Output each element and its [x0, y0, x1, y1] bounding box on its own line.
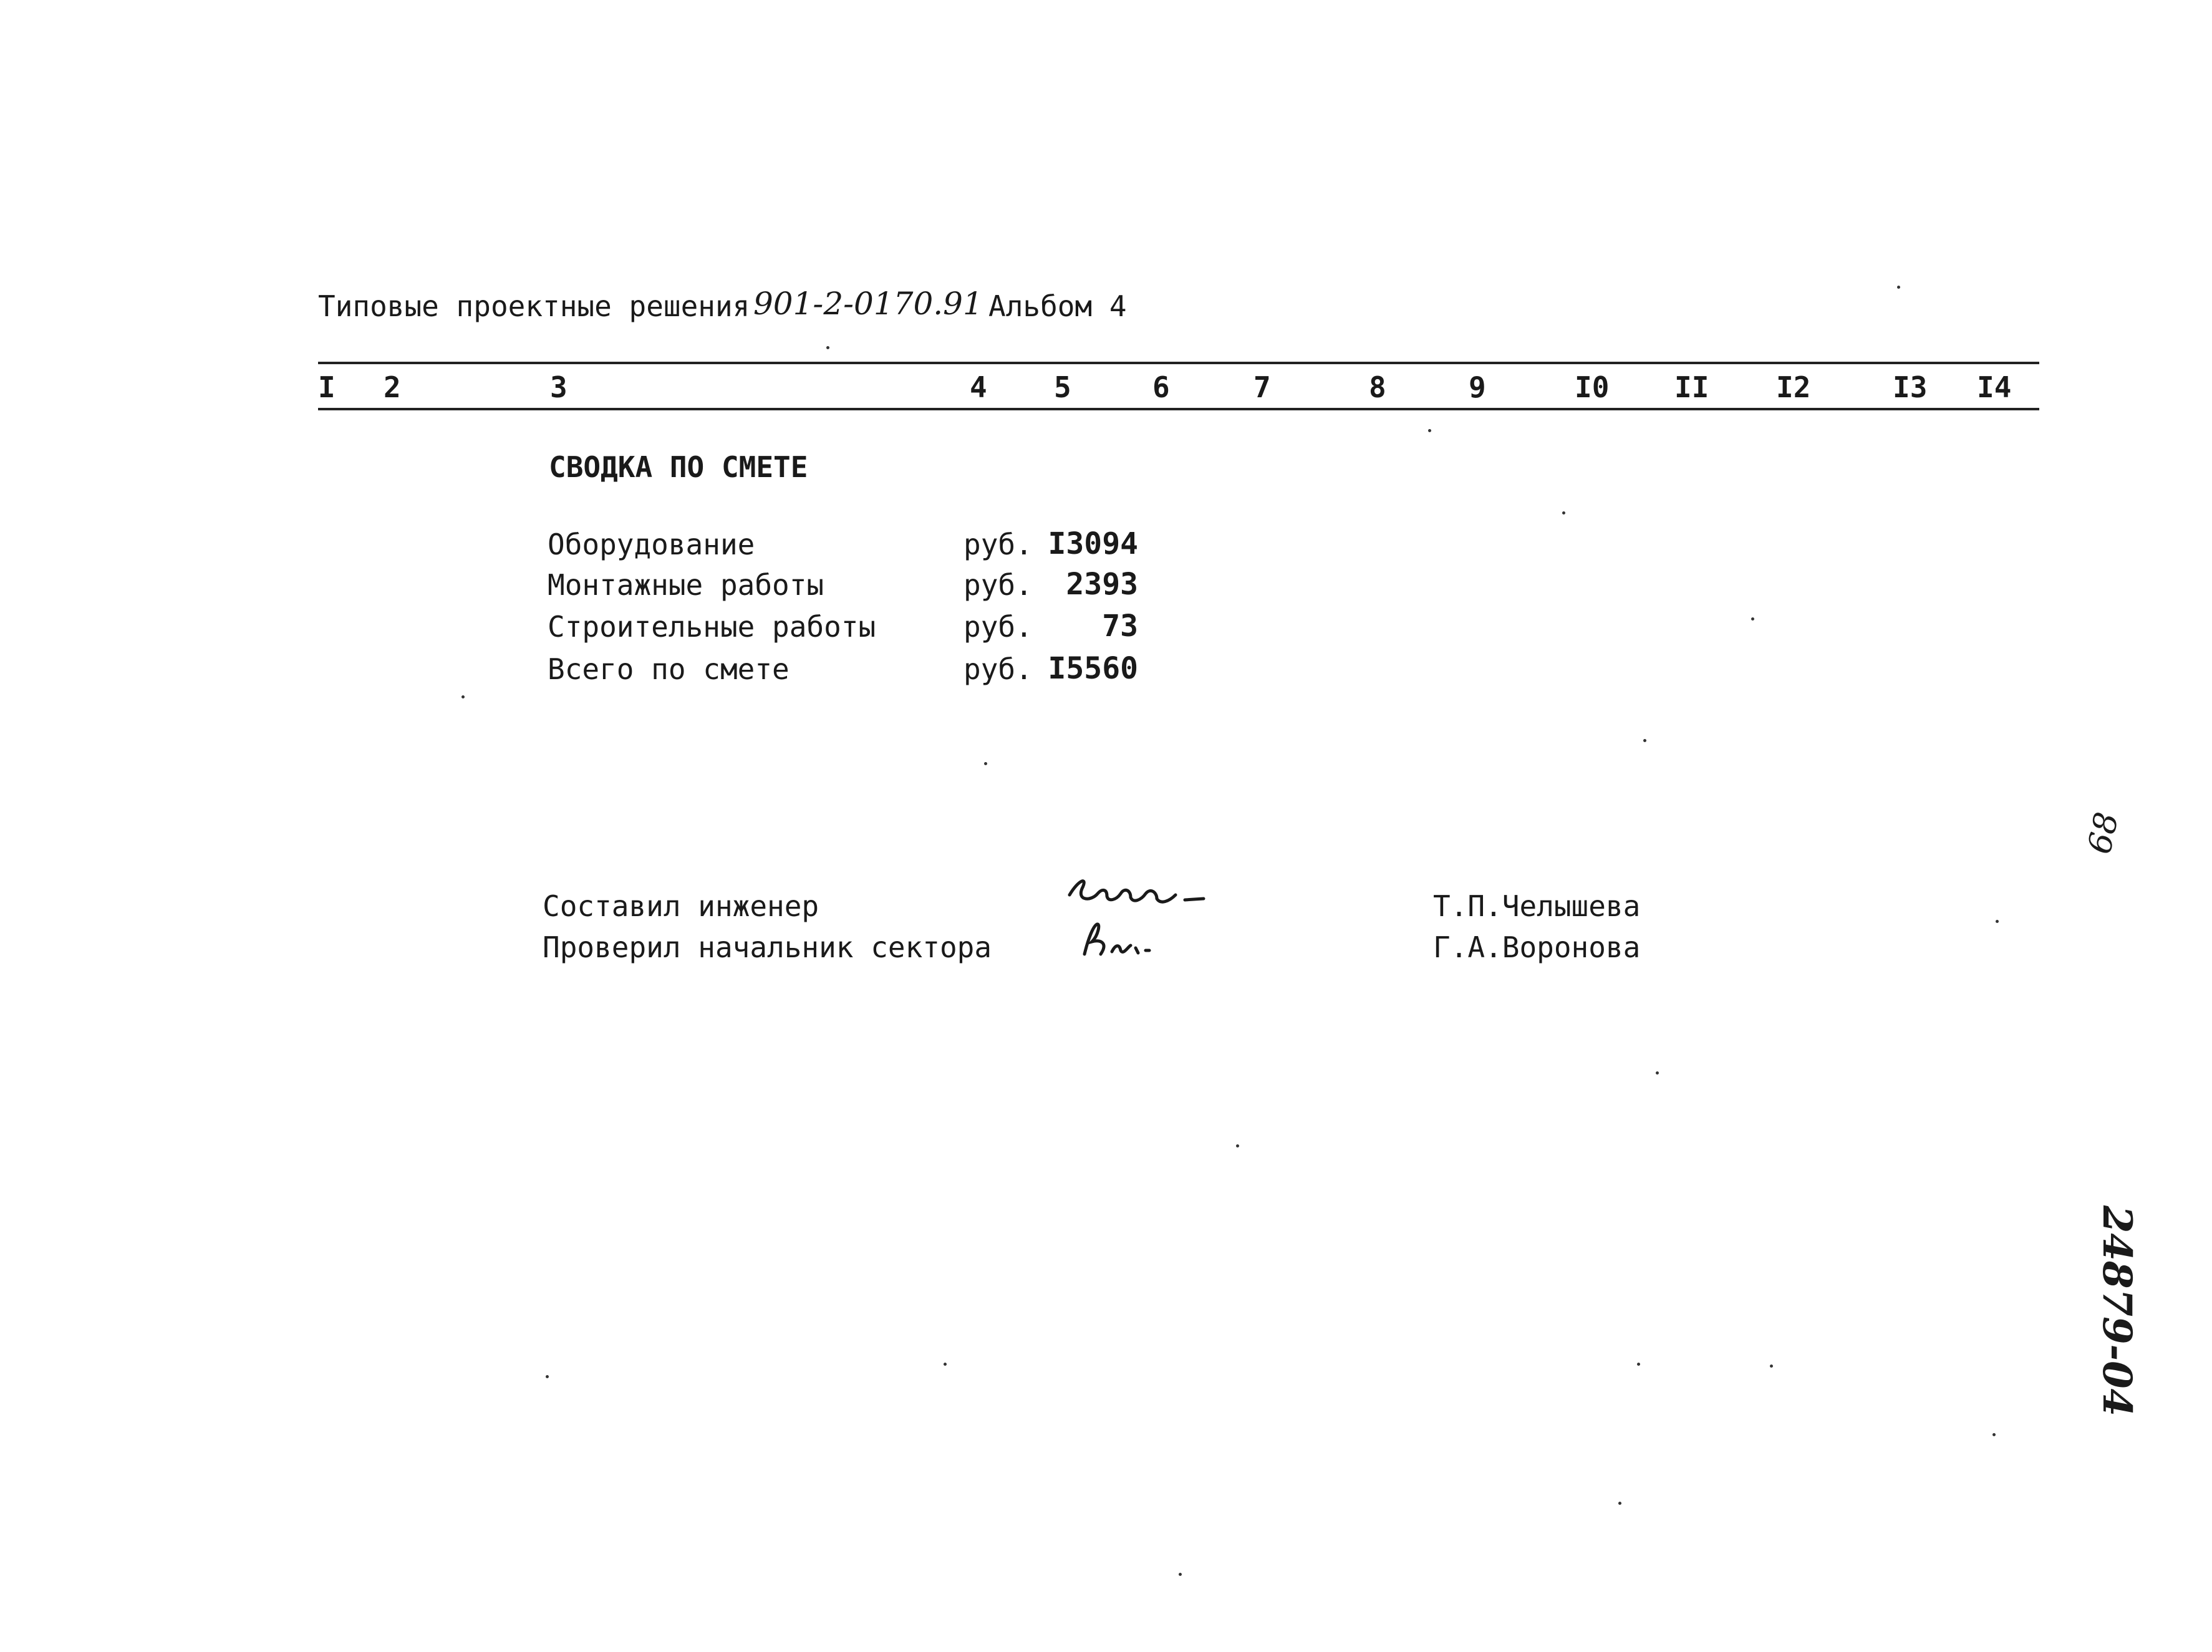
row-unit: руб.: [964, 568, 1033, 602]
column-number: I0: [1575, 370, 1610, 404]
speck: [1656, 1071, 1659, 1075]
speck: [546, 1375, 549, 1378]
row-value: 73: [1102, 609, 1138, 644]
column-number: 4: [970, 370, 987, 404]
speck: [1618, 1502, 1621, 1505]
row-unit: руб.: [964, 610, 1033, 644]
row-value: 2393: [1066, 567, 1138, 602]
speck: [1751, 617, 1754, 621]
column-number: I: [318, 370, 336, 404]
speck: [1428, 429, 1431, 432]
speck: [461, 695, 465, 698]
column-number: 8: [1369, 370, 1386, 404]
column-number: I4: [1977, 370, 2012, 404]
page-number: 68: [2080, 809, 2127, 857]
column-number: 9: [1469, 370, 1486, 404]
column-number: 5: [1054, 370, 1071, 404]
speck: [1236, 1144, 1239, 1147]
summary-heading: СВОДКА ПО СМЕТЕ: [549, 450, 808, 484]
signature-name: Г.А.Воронова: [1433, 930, 1641, 964]
speck: [1179, 1573, 1182, 1576]
header-doc-number: 901-2-0170.91: [753, 286, 983, 322]
handwritten-initials-icon: [1076, 917, 1169, 967]
inventory-number: 24879-04: [2094, 1205, 2141, 1417]
speck: [1897, 286, 1900, 289]
speck: [984, 762, 987, 765]
header-album: Альбом 4: [988, 289, 1127, 323]
speck: [944, 1363, 947, 1366]
signature-name: Т.П.Челышева: [1433, 889, 1641, 923]
signature-role: Составил инженер: [543, 889, 819, 923]
speck: [1643, 739, 1646, 742]
column-number: II: [1674, 370, 1709, 404]
row-value: I5560: [1048, 651, 1138, 686]
header-title: Типовые проектные решения: [318, 289, 750, 323]
row-label: Строительные работы: [548, 610, 876, 644]
column-rule-top: [318, 362, 2039, 364]
column-number: 7: [1253, 370, 1271, 404]
speck: [1992, 1433, 1996, 1436]
row-value: I3094: [1048, 526, 1138, 561]
signature-role: Проверил начальник сектора: [543, 930, 992, 964]
speck: [1770, 1365, 1773, 1368]
column-number: 6: [1152, 370, 1170, 404]
speck: [1562, 511, 1565, 514]
row-unit: руб.: [964, 652, 1033, 686]
row-unit: руб.: [964, 528, 1033, 561]
speck: [1996, 920, 1999, 923]
row-label: Всего по смете: [548, 652, 790, 686]
column-number: 3: [550, 370, 567, 404]
column-rule-bottom: [318, 408, 2039, 410]
column-number: I2: [1776, 370, 1811, 404]
speck: [1637, 1363, 1640, 1366]
column-number: I3: [1893, 370, 1928, 404]
row-label: Монтажные работы: [548, 568, 824, 602]
column-number: 2: [384, 370, 401, 404]
speck: [826, 346, 829, 349]
row-label: Оборудование: [548, 528, 755, 561]
